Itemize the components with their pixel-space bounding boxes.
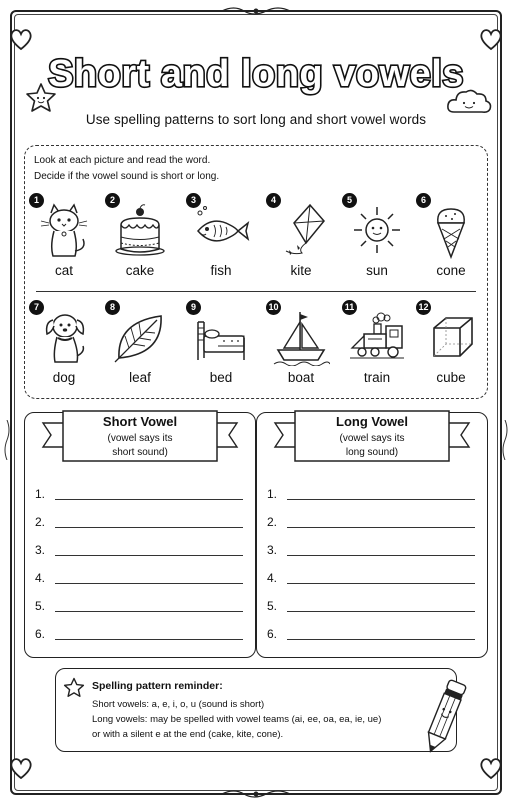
row-divider (36, 291, 476, 292)
kite-icon (272, 201, 330, 259)
column-subtitle-line: (vowel says its (107, 433, 173, 444)
heart-icon (8, 755, 34, 781)
picture-item-sun (342, 193, 412, 293)
column-subtitle-line: (vowel says its (339, 433, 405, 444)
picture-word: dog (52, 370, 76, 385)
picture-item-fish (186, 193, 256, 293)
reminder-line: Long vowels: may be spelled with vowel teams (ai, ee, oa, ea, ie, ue) (92, 714, 382, 725)
heart-icon (478, 755, 504, 781)
answer-blank[interactable] (55, 555, 243, 556)
picture-number: 7 (29, 300, 44, 315)
star-face-icon (24, 82, 58, 114)
line-number: 1. (267, 487, 278, 501)
cat-icon (35, 201, 93, 259)
line-number: 1. (35, 487, 46, 501)
picture-item-cone (416, 193, 486, 293)
instruction-line: Decide if the vowel sound is short or long. (34, 171, 220, 182)
long-vowel-banner (269, 407, 475, 469)
bed-icon (192, 308, 250, 366)
answer-blank[interactable] (287, 555, 475, 556)
reminder-line: or with a silent e at the end (cake, kite, cone). (92, 729, 284, 740)
picture-number: 2 (105, 193, 120, 208)
picture-word: bed (209, 370, 233, 385)
answer-line[interactable] (267, 571, 477, 599)
picture-item-dog (29, 300, 99, 400)
dog-icon (35, 308, 93, 366)
picture-number: 3 (186, 193, 201, 208)
line-number: 3. (35, 543, 46, 557)
leaf-icon (111, 308, 169, 366)
answer-line[interactable] (267, 543, 477, 571)
line-number: 5. (35, 599, 46, 613)
picture-item-train (342, 300, 412, 400)
train-icon (348, 308, 406, 366)
spelling-reminder-box (55, 668, 457, 752)
picture-item-cat (29, 193, 99, 293)
page-title (0, 44, 512, 104)
long-vowel-column (256, 412, 488, 658)
column-subtitle-line: long sound) (345, 447, 399, 458)
subtitle: Use spelling patterns to sort long and short vowel words (85, 112, 427, 127)
picture-word: cake (125, 263, 155, 278)
line-number: 6. (267, 627, 278, 641)
picture-number: 12 (416, 300, 431, 315)
picture-number: 5 (342, 193, 357, 208)
answer-blank[interactable] (55, 527, 243, 528)
swirl-ornament-icon (220, 4, 292, 18)
short-vowel-banner (37, 407, 243, 469)
reminder-line: Short vowels: a, e, i, o, u (sound is short) (92, 699, 265, 710)
line-number: 2. (35, 515, 46, 529)
reminder-title: Spelling pattern reminder: (92, 680, 223, 692)
cake-icon (111, 201, 169, 259)
line-number: 3. (267, 543, 278, 557)
answer-line[interactable] (35, 571, 245, 599)
line-number: 4. (267, 571, 278, 585)
answer-line[interactable] (267, 627, 477, 655)
star-icon (63, 677, 85, 699)
answer-blank[interactable] (287, 611, 475, 612)
answer-line[interactable] (267, 515, 477, 543)
picture-item-cake (105, 193, 175, 293)
instruction-line: Look at each picture and read the word. (34, 155, 211, 166)
cube-icon (422, 308, 480, 366)
picture-word: boat (287, 370, 315, 385)
picture-item-kite (266, 193, 336, 293)
picture-item-cube (416, 300, 486, 400)
picture-number: 8 (105, 300, 120, 315)
picture-number: 9 (186, 300, 201, 315)
answer-line[interactable] (35, 543, 245, 571)
line-number: 6. (35, 627, 46, 641)
title-text: Short and long vowels (48, 53, 464, 95)
fish-icon (192, 201, 250, 259)
picture-number: 1 (29, 193, 44, 208)
reminder-text (92, 697, 452, 742)
answer-line[interactable] (35, 515, 245, 543)
instructions (34, 153, 219, 185)
answer-lines (267, 487, 477, 655)
answer-blank[interactable] (287, 583, 475, 584)
picture-item-bed (186, 300, 256, 400)
picture-word: kite (290, 263, 312, 278)
swirl-ornament-icon (220, 787, 292, 801)
picture-item-boat (266, 300, 336, 400)
column-subtitle (85, 432, 195, 460)
answer-blank[interactable] (287, 527, 475, 528)
answer-line[interactable] (267, 487, 477, 515)
ice-cream-cone-icon (422, 201, 480, 259)
column-title: Long Vowel (336, 414, 408, 429)
picture-word: leaf (129, 370, 151, 385)
answer-lines (35, 487, 245, 655)
picture-number: 6 (416, 193, 431, 208)
picture-word: cube (436, 370, 466, 385)
line-number: 2. (267, 515, 278, 529)
pencil-character-icon (420, 676, 468, 760)
picture-number: 4 (266, 193, 281, 208)
picture-word: cone (436, 263, 466, 278)
answer-blank[interactable] (55, 499, 243, 500)
sun-icon (348, 201, 406, 259)
answer-line[interactable] (267, 599, 477, 627)
vine-doodle-icon (500, 420, 510, 460)
answer-line[interactable] (35, 487, 245, 515)
answer-blank[interactable] (287, 499, 475, 500)
vine-doodle-icon (2, 420, 12, 460)
picture-word: train (363, 370, 391, 385)
picture-number: 11 (342, 300, 357, 315)
answer-blank[interactable] (287, 639, 475, 640)
picture-number: 10 (266, 300, 281, 315)
line-number: 4. (35, 571, 46, 585)
answer-line[interactable] (35, 627, 245, 655)
picture-word: cat (54, 263, 73, 278)
answer-blank[interactable] (55, 639, 243, 640)
line-number: 5. (267, 599, 278, 613)
short-vowel-column (24, 412, 256, 658)
column-title: Short Vowel (102, 414, 178, 429)
answer-line[interactable] (35, 599, 245, 627)
answer-blank[interactable] (55, 611, 243, 612)
column-subtitle (317, 432, 427, 460)
picture-word: sun (366, 263, 388, 278)
boat-icon (272, 308, 330, 366)
answer-blank[interactable] (55, 583, 243, 584)
column-subtitle-line: short sound) (112, 447, 168, 458)
picture-item-leaf (105, 300, 175, 400)
picture-word: fish (210, 263, 232, 278)
